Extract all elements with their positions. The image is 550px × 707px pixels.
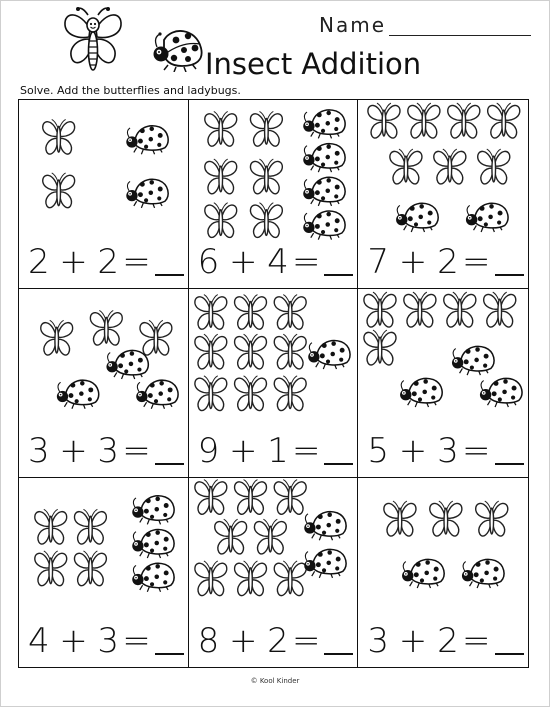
ladybug-icon [152, 28, 204, 72]
ladybug-icon [303, 110, 345, 138]
equation [367, 431, 524, 471]
plus-sign: + [228, 621, 258, 661]
butterfly-icon [478, 149, 510, 184]
butterfly-icon [43, 119, 75, 154]
problem-cell [358, 478, 528, 667]
name-field[interactable] [319, 14, 531, 38]
butterfly-icon [41, 320, 73, 355]
butterfly-icon [195, 376, 227, 411]
butterfly-icon [250, 111, 282, 146]
butterfly-icon [274, 334, 306, 369]
butterfly-icon [214, 519, 246, 554]
addend-b: 2 [267, 621, 289, 661]
equals-sign: = [462, 431, 491, 471]
butterfly-icon [274, 376, 306, 411]
butterfly-icon [35, 551, 67, 586]
name-writing-line[interactable] [389, 35, 531, 36]
problem-cell [358, 289, 528, 478]
equation [198, 242, 354, 282]
problem-cell [189, 289, 359, 478]
addend-a: 3 [367, 621, 389, 661]
insect-art [189, 478, 358, 618]
butterfly-icon [74, 509, 106, 544]
ladybug-icon [132, 530, 174, 558]
butterfly-icon [484, 292, 516, 327]
butterfly-icon [250, 159, 282, 194]
plus-sign: + [59, 431, 88, 471]
plus-sign: + [228, 431, 258, 471]
insect-art [358, 289, 528, 429]
ladybug-icon [480, 378, 522, 407]
equals-sign: = [122, 621, 151, 661]
answer-blank[interactable] [324, 653, 353, 655]
butterfly-icon [62, 5, 124, 77]
butterfly-icon [250, 203, 282, 238]
ladybug-icon [132, 496, 174, 524]
insect-art [189, 289, 358, 429]
addend-a: 5 [367, 431, 389, 471]
butterfly-icon [408, 103, 440, 138]
insect-art [189, 100, 358, 240]
answer-blank[interactable] [155, 653, 184, 655]
butterfly-icon [43, 173, 75, 208]
equals-sign: = [291, 621, 321, 661]
problem-cell [19, 100, 189, 289]
butterfly-icon [74, 551, 106, 586]
butterfly-icon [234, 295, 266, 330]
butterfly-icon [254, 519, 286, 554]
answer-blank[interactable] [495, 274, 524, 276]
butterfly-icon [195, 561, 227, 596]
butterfly-icon [195, 295, 227, 330]
butterfly-icon [364, 330, 396, 365]
ladybug-icon [402, 559, 444, 588]
butterfly-icon [364, 292, 396, 327]
insect-art [358, 478, 528, 618]
ladybug-icon [303, 211, 345, 239]
ladybug-icon [303, 144, 345, 172]
butterfly-icon [488, 103, 520, 138]
butterfly-icon [384, 501, 416, 536]
ladybug-icon [466, 203, 508, 232]
butterfly-icon [234, 561, 266, 596]
butterfly-icon [234, 376, 266, 411]
equals-sign: = [122, 431, 151, 471]
ladybug-icon [400, 378, 442, 407]
addend-b: 4 [267, 242, 289, 282]
butterfly-icon [434, 149, 466, 184]
addend-a: 4 [28, 621, 50, 661]
name-label: Name [319, 13, 387, 37]
butterfly-icon [430, 501, 462, 536]
butterfly-icon [204, 159, 236, 194]
butterfly-icon [35, 509, 67, 544]
addend-a: 7 [367, 242, 389, 282]
plus-sign: + [398, 621, 428, 661]
addend-b: 3 [97, 431, 120, 471]
problem-cell [19, 289, 189, 478]
butterfly-icon [204, 203, 236, 238]
ladybug-icon [136, 380, 178, 408]
addend-b: 2 [437, 242, 459, 282]
addend-a: 9 [197, 431, 220, 471]
ladybug-icon [126, 126, 168, 154]
plus-sign: + [228, 242, 258, 282]
equation [198, 621, 354, 661]
problem-cell [189, 100, 359, 289]
plus-sign: + [59, 242, 88, 282]
addend-b: 3 [437, 431, 459, 471]
worksheet-header [0, 0, 550, 97]
addend-b: 2 [97, 242, 120, 282]
ladybug-icon [126, 179, 168, 207]
insect-art [19, 289, 188, 429]
butterfly-icon [234, 480, 266, 515]
problem-grid [18, 99, 529, 668]
problem-cell [358, 100, 528, 289]
equation [198, 431, 354, 471]
ladybug-icon [462, 559, 504, 588]
butterfly-icon [204, 111, 236, 146]
butterfly-icon [390, 149, 422, 184]
addend-b: 3 [97, 621, 120, 661]
addend-a: 8 [197, 621, 220, 661]
ladybug-icon [452, 346, 494, 375]
page-title: Insect Addition [205, 47, 422, 81]
ladybug-icon [396, 203, 438, 232]
plus-sign: + [398, 431, 428, 471]
equals-sign: = [291, 431, 321, 471]
ladybug-icon [303, 177, 345, 205]
problem-cell [189, 478, 359, 667]
equals-sign: = [462, 621, 491, 661]
addend-b: 1 [267, 431, 289, 471]
butterfly-icon [448, 103, 480, 138]
butterfly-icon [368, 103, 400, 138]
equals-sign: = [462, 242, 491, 282]
butterfly-icon [444, 292, 476, 327]
butterfly-icon [140, 320, 172, 355]
equals-sign: = [291, 242, 321, 282]
ladybug-icon [308, 341, 350, 369]
equation [367, 621, 524, 661]
equation [28, 431, 184, 471]
answer-blank[interactable] [495, 463, 524, 465]
butterfly-icon [195, 334, 227, 369]
butterfly-icon [274, 480, 306, 515]
butterfly-icon [90, 310, 122, 345]
ladybug-icon [304, 512, 346, 540]
addend-a: 2 [28, 242, 50, 282]
butterfly-icon [195, 480, 227, 515]
plus-sign: + [398, 242, 428, 282]
ladybug-icon [57, 380, 99, 408]
answer-blank[interactable] [324, 274, 353, 276]
ladybug-icon [106, 351, 148, 379]
problem-cell [19, 478, 189, 667]
insect-art [19, 478, 188, 618]
equation [28, 242, 184, 282]
instructions-text: Solve. Add the butterflies and ladybugs. [20, 84, 241, 97]
copyright-footer: © Kool Kinder [250, 677, 300, 685]
equation [367, 242, 524, 282]
ladybug-icon [132, 563, 174, 591]
answer-blank[interactable] [495, 653, 524, 655]
answer-blank[interactable] [155, 274, 184, 276]
butterfly-icon [274, 295, 306, 330]
answer-blank[interactable] [155, 463, 184, 465]
equation [28, 621, 184, 661]
butterfly-icon [404, 292, 436, 327]
addend-a: 3 [28, 431, 50, 471]
plus-sign: + [59, 621, 88, 661]
ladybug-icon [304, 549, 346, 577]
butterfly-icon [274, 561, 306, 596]
insect-art [358, 100, 528, 240]
addend-a: 6 [197, 242, 220, 282]
equals-sign: = [122, 242, 151, 282]
addend-b: 2 [437, 621, 459, 661]
butterfly-icon [476, 501, 508, 536]
answer-blank[interactable] [324, 463, 353, 465]
insect-art [19, 100, 188, 240]
butterfly-icon [234, 334, 266, 369]
